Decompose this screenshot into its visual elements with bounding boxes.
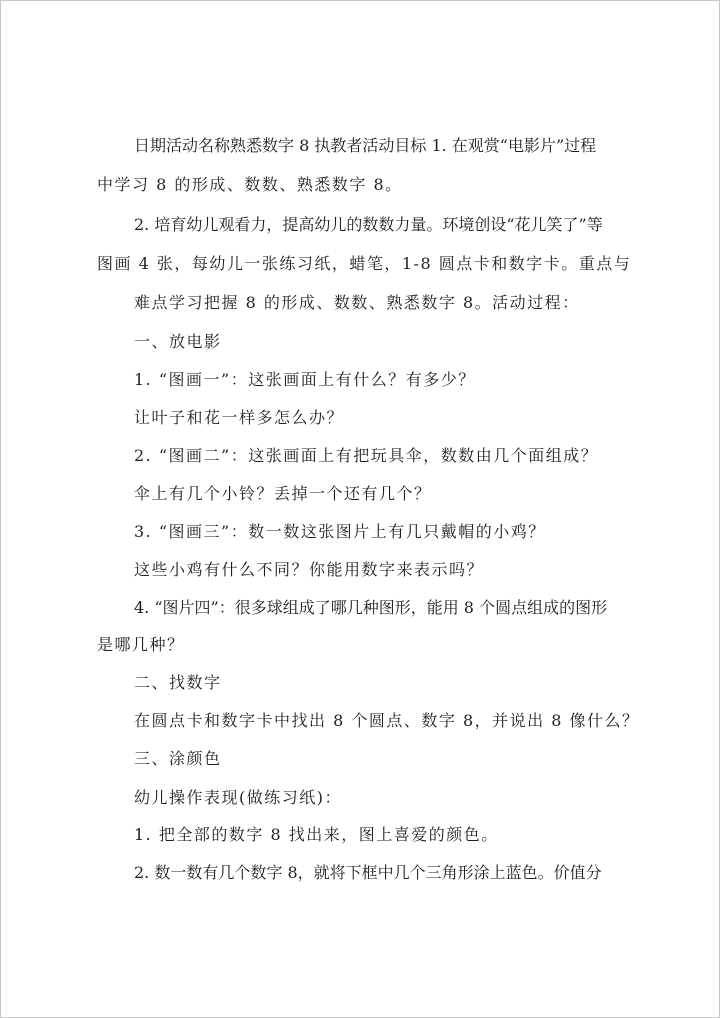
text-line-20: 2. 数一数有几个数字 8，就将下框中几个三角形涂上蓝色。价值分 xyxy=(134,863,602,882)
section-heading-find-number: 二、找数字 xyxy=(134,673,222,692)
text-line-18: 幼儿操作表现(做练习纸)： xyxy=(134,788,342,807)
text-line-3: 2. 培育幼儿观看力，提高幼儿的数数力量。环境创设“花儿笑了”等 xyxy=(134,215,603,234)
text-line-19: 1. 把全部的数字 8 找出来，图上喜爱的颜色。 xyxy=(134,825,499,844)
section-heading-film: 一、放电影 xyxy=(134,332,222,351)
section-heading-coloring: 三、涂颜色 xyxy=(134,749,222,768)
text-line-9: 2. “图画二”：这张画面上有把玩具伞，数数由几个面组成？ xyxy=(134,446,599,465)
text-line-7: 1. “图画一”：这张画面上有什么？有多少？ xyxy=(134,370,476,389)
text-line-11: 3. “图画三”：数一数这张图片上有几只戴帽的小鸡？ xyxy=(134,522,546,541)
text-line-2: 中学习 8 的形成、数数、熟悉数字 8。 xyxy=(97,175,403,194)
text-line-8: 让叶子和花一样多怎么办？ xyxy=(134,408,345,427)
text-line-10: 伞上有几个小铃？丢掉一个还有几个？ xyxy=(134,484,432,503)
text-line-12: 这些小鸡有什么不同？你能用数字来表示吗？ xyxy=(134,560,485,579)
text-line-14: 是哪几种？ xyxy=(97,635,185,654)
text-line-1: 日期活动名称熟悉数字 8 执教者活动目标 1. 在观赏“电影片”过程 xyxy=(134,136,597,155)
text-line-13: 4. “图片四”：很多球组成了哪几种图形，能用 8 个圆点组成的图形 xyxy=(134,598,608,617)
text-line-16: 在圆点卡和数字卡中找出 8 个圆点、数字 8，并说出 8 像什么？ xyxy=(134,711,640,730)
text-line-4: 图画 4 张，每幼儿一张练习纸，蜡笔，1-8 圆点卡和数字卡。重点与 xyxy=(97,254,632,273)
text-line-5: 难点学习把握 8 的形成、数数、熟悉数字 8。活动过程： xyxy=(134,293,580,312)
